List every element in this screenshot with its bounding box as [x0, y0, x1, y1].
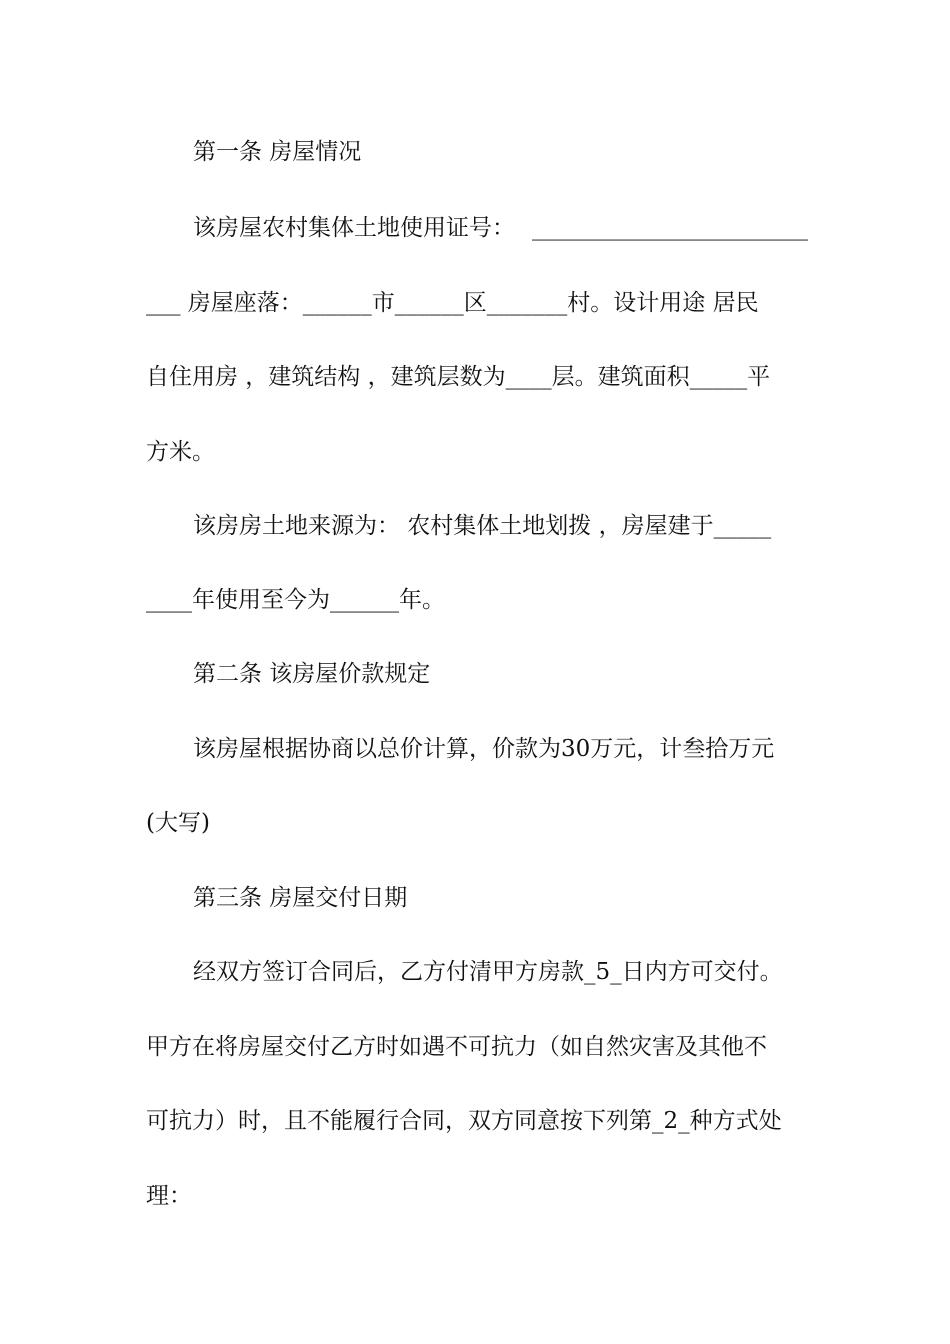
paragraph-4-line-3: 可抗力）时，且不能履行合同，双方同意按下列第_2_种方式处: [146, 1108, 782, 1134]
paragraph-1-line-2: ___ 房屋座落：______市______区_______村。设计用途 居民: [146, 290, 759, 316]
paragraph-2-line-2: ____年使用至今为______年。: [146, 587, 445, 613]
paragraph-3-line-2: (大写): [146, 810, 210, 836]
paragraph-1-line-1: [193, 213, 808, 243]
paragraph-3-line-1: 该房屋根据协商以总价计算，价款为30万元，计叁拾万元: [193, 736, 775, 762]
paragraph-2-line-1: 该房房土地来源为： 农村集体土地划拨 ，房屋建于_____: [193, 513, 772, 539]
land-certificate-label: 该房屋农村集体土地使用证号：: [193, 215, 515, 241]
paragraph-4-line-4: 理：: [146, 1183, 192, 1209]
article-2-heading: 第二条 该房屋价款规定: [193, 661, 431, 687]
land-certificate-blank: ________________________: [532, 215, 808, 241]
article-3-heading: 第三条 房屋交付日期: [193, 885, 408, 911]
paragraph-1-line-3: 自住用房 ，建筑结构 ，建筑层数为____层。建筑面积_____平: [146, 364, 771, 390]
paragraph-1-line-4: 方米。: [146, 439, 215, 465]
paragraph-4-line-2: 甲方在将房屋交付乙方时如遇不可抗力（如自然灾害及其他不: [146, 1034, 767, 1060]
paragraph-4-line-1: 经双方签订合同后，乙方付清甲方房款_5_日内方可交付。: [193, 959, 783, 985]
article-1-heading: 第一条 房屋情况: [193, 139, 362, 165]
